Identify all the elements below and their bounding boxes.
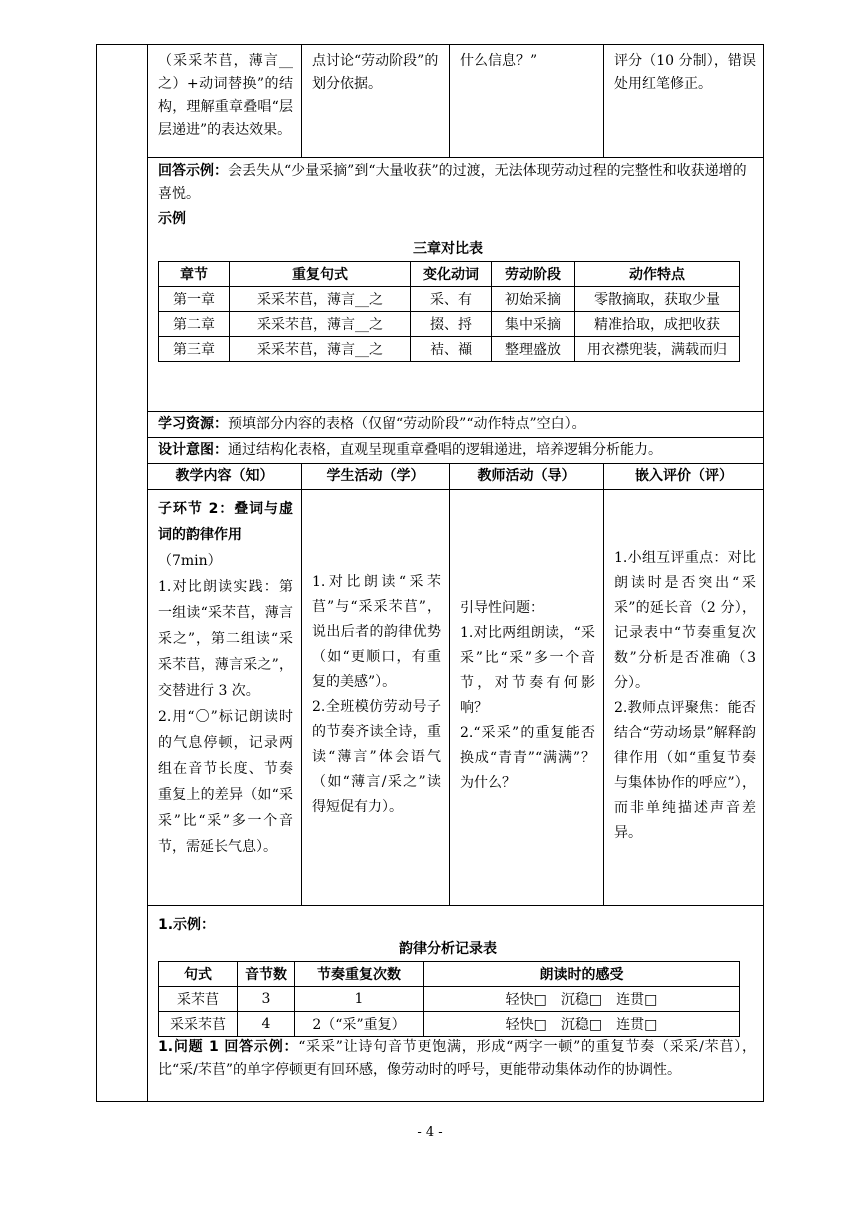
table-cell: 采采芣苢 [159, 1012, 238, 1037]
header-student: 学生活动（学） [302, 464, 450, 490]
rhythm-header-feeling: 朗读时的感受 [424, 962, 740, 987]
table-cell: 轻快□ 沉稳□ 连贯□ [424, 987, 740, 1012]
section2-eval-cell [604, 490, 764, 906]
compare-header-feature: 动作特点 [575, 262, 740, 287]
table-cell: 采、有 [411, 287, 492, 312]
design-text: 通过结构化表格，直观呈现重章叠唱的逻辑递进，培养逻辑分析能力。 [228, 442, 662, 458]
compare-header-pattern: 重复句式 [230, 262, 411, 287]
section2-teacher-line: 2.“采采”的重复能否换成“青青”“满满”？为什么？ [460, 725, 595, 791]
section2-eval [604, 490, 764, 846]
page-number: - 4 - [417, 1125, 443, 1140]
section2-eval-line: 1.小组互评重点：对比朗读时是否突出“采采”的延长音（2 分），记录表中“节奏重复次数”分析是否准确（3 分）。 [614, 550, 756, 691]
table-cell: 整理盛放 [492, 337, 575, 362]
content-cell [148, 44, 302, 158]
table-row [159, 312, 740, 337]
table-cell: 零散摘取，获取少量 [575, 287, 740, 312]
table-cell: 轻快□ 沉稳□ 连贯□ [424, 1012, 740, 1037]
page-frame [96, 44, 764, 1102]
rhythm-header-syllables: 音节数 [238, 962, 295, 987]
compare-header-chapter: 章节 [159, 262, 230, 287]
table-cell: 采采芣苢，薄言__之 [230, 312, 411, 337]
resources-text: 预填部分内容的表格（仅留“劳动阶段”“动作特点”空白）。 [228, 416, 586, 432]
design-row [148, 438, 764, 464]
compare-table-title: 三章对比表 [413, 241, 483, 257]
table-cell: 精准拾取，成把收获 [575, 312, 740, 337]
table-cell: 初始采摘 [492, 287, 575, 312]
table-row [159, 1012, 740, 1037]
section2-content-line: 2.用“〇”标记朗读时的气息停顿，记录两组在音节长度、节奏重复上的差异（如“采采”比“采”多一个音节，需延长气息）。 [158, 709, 293, 855]
eval-text: 评分（10 分制），错误处用红笔修正。 [614, 53, 756, 92]
teacher-text: 什么信息？” [460, 53, 538, 69]
answer-text: 会丢失从“少量采摘”到“大量收获”的过渡，无法体现劳动过程的完整性和收获递增的喜悦。 [158, 163, 747, 202]
section2-student-line: 2.全班模仿劳动号子的节奏齐读全诗，重读“薄言”体会语气（如“薄言/采之”读得短促有力）。 [312, 699, 441, 815]
table-cell: 第二章 [159, 312, 230, 337]
answer-label: 回答示例： [158, 163, 228, 179]
table-row [159, 337, 740, 362]
table-cell: 4 [238, 1012, 295, 1037]
rhythm-header-pattern: 句式 [159, 962, 238, 987]
rhythm-table [158, 961, 740, 1037]
table-cell: 采采芣苢，薄言__之 [230, 337, 411, 362]
section2-student-cell [302, 490, 450, 906]
student-cell [302, 44, 450, 158]
table-cell: 第三章 [159, 337, 230, 362]
student-text: 点讨论“劳动阶段”的划分依据。 [312, 53, 439, 92]
resources-row [148, 412, 764, 438]
rhythm-answer-label: 1.问题 1 回答示例： [158, 1039, 299, 1055]
table-cell: 袺、襭 [411, 337, 492, 362]
resources-paragraph [148, 412, 764, 436]
continued-row [148, 44, 764, 158]
section2-row [148, 490, 764, 906]
table-cell: 集中采摘 [492, 312, 575, 337]
table-cell: 掇、捋 [411, 312, 492, 337]
compare-table [158, 261, 740, 362]
example-label: 示例 [158, 211, 186, 227]
section2-eval-line: 2.教师点评聚焦：能否结合“劳动场景”解释韵律作用（如“重复节奏与集体协作的呼应”），而非单纯描述声音差异。 [614, 700, 756, 841]
design-paragraph [148, 438, 764, 462]
rhythm-table-title: 韵律分析记录表 [399, 941, 497, 957]
header-content: 教学内容（知） [148, 464, 302, 490]
table-cell: 3 [238, 987, 295, 1012]
compare-header-verb: 变化动词 [411, 262, 492, 287]
answer-paragraph [148, 158, 764, 206]
section2-student-line: 1.对比朗读“采芣苢”与“采采芣苢”，说出后者的韵律优势（如“更顺口，有重复的美感”）。 [312, 574, 441, 690]
header-teacher: 教师活动（导） [450, 464, 604, 490]
eval-cell [604, 44, 764, 158]
content-text: （采采芣苢，薄言__之）+动词替换”的结构，理解重章叠唱“层层递进”的表达效果。 [158, 53, 293, 138]
header-eval: 嵌入评价（评） [635, 468, 733, 484]
table-cell: 1 [295, 987, 424, 1012]
section2-time: （7min） [158, 553, 222, 569]
table-cell: 采芣苢 [159, 987, 238, 1012]
design-label: 设计意图： [158, 442, 228, 458]
table-cell: 2（“采”重复） [295, 1012, 424, 1037]
table-cell: 用衣襟兜装，满载而归 [575, 337, 740, 362]
section2-teacher-line: 引导性问题： [460, 600, 544, 616]
rhythm-answer [148, 1036, 764, 1082]
section2-teacher-cell [450, 490, 604, 906]
table-row [159, 987, 740, 1012]
left-margin-column [96, 44, 148, 1102]
rhythm-example-label: 1.示例： [158, 917, 216, 933]
table-cell: 采采芣苢，薄言__之 [230, 287, 411, 312]
section2-teacher-line: 1.对比两组朗读，“采采”比“采”多一个音节，对节奏有何影响？ [460, 625, 595, 716]
rhythm-header-repeats: 节奏重复次数 [295, 962, 424, 987]
rhythm-answer-text: “采采”让诗句音节更饱满，形成“两字一顿”的重复节奏（采采/芣苢），比“采/芣苢”的单字停顿更有回环感，像劳动时的呼号，更能带动集体动作的协调性。 [158, 1039, 756, 1078]
answer-row [148, 158, 764, 412]
section2-content-cell [148, 490, 302, 906]
rhythm-row [148, 906, 764, 1102]
column-header-row [148, 464, 764, 490]
section2-title: 子环节 2：叠词与虚词的韵律作用 [158, 501, 293, 543]
section2-content-line: 1.对比朗读实践：第一组读“采芣苢，薄言采之”，第二组读“采采芣苢，薄言采之”，交替进行 3 次。 [158, 579, 293, 699]
table-cell: 第一章 [159, 287, 230, 312]
resources-label: 学习资源： [158, 416, 228, 432]
section2-content [148, 490, 301, 860]
section2-teacher [450, 490, 603, 796]
compare-header-stage: 劳动阶段 [492, 262, 575, 287]
table-row [159, 287, 740, 312]
section2-student [302, 490, 449, 820]
teacher-cell [450, 44, 604, 158]
